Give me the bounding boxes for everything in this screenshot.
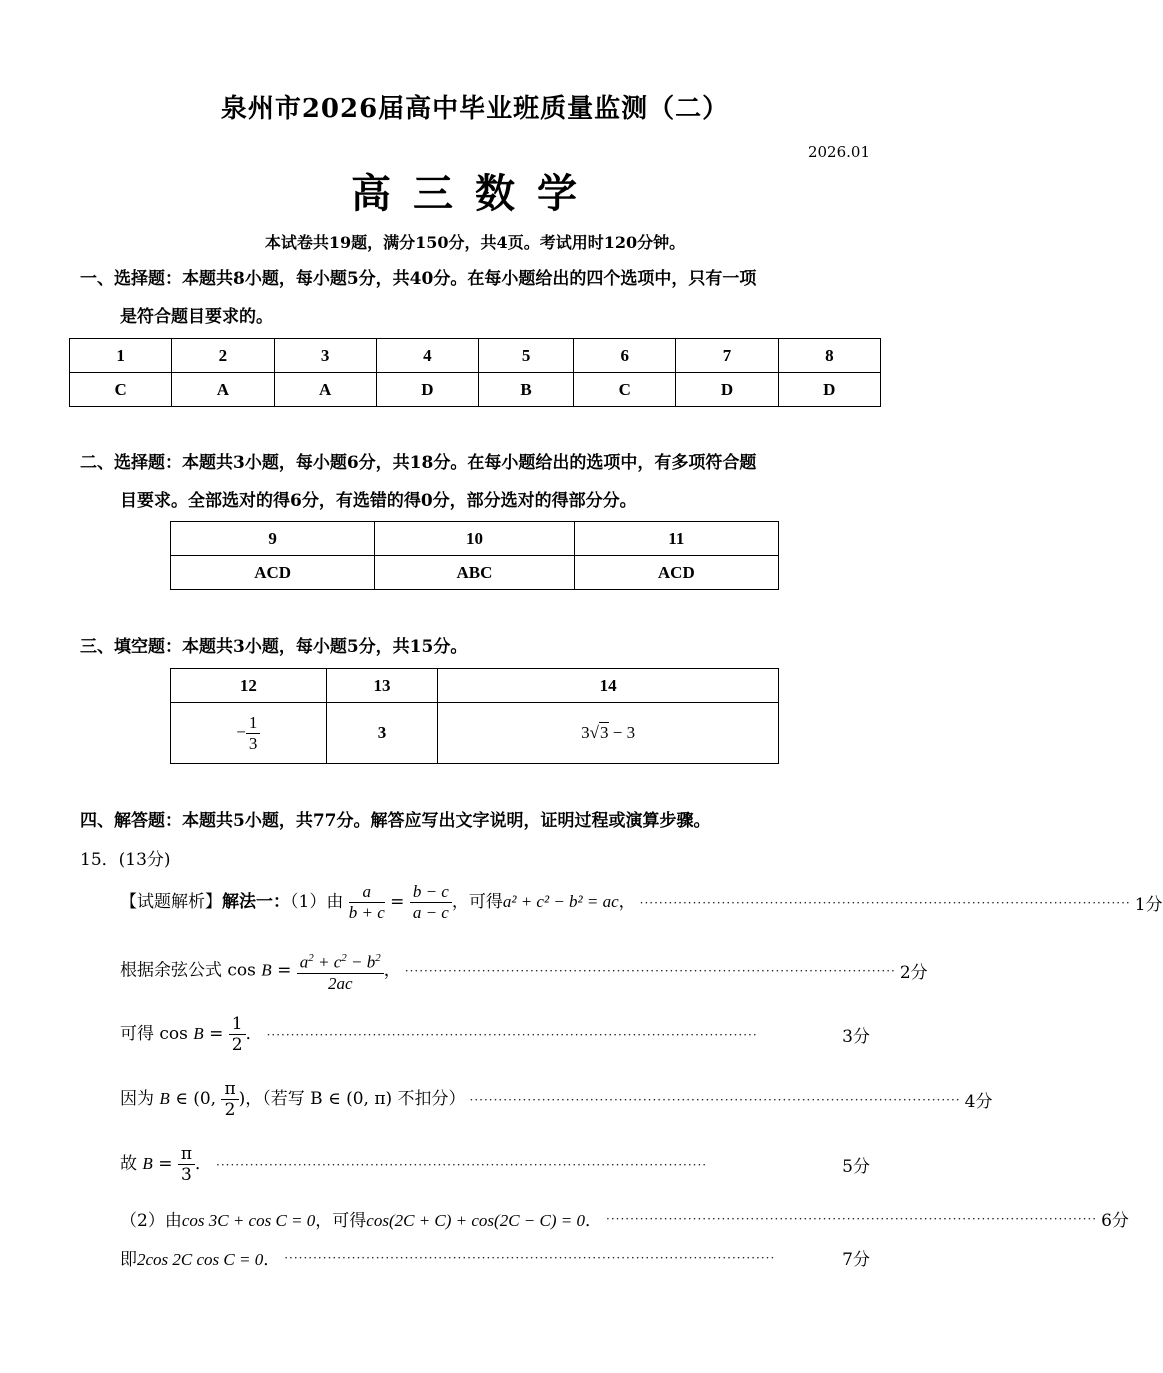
constant-term: − 3	[608, 723, 636, 742]
section1-heading: 一、选择题：本题共8小题，每小题5分，共40分。在每小题给出的四个选项中，只有一项	[80, 269, 757, 289]
question-number: 7	[676, 339, 778, 373]
fraction: $\frac{a}{b + c}$	[348, 882, 385, 922]
coefficient: 3	[581, 723, 590, 742]
solution-line	[120, 948, 928, 994]
answer-cell: D	[778, 373, 880, 407]
text: 可得	[120, 1024, 154, 1044]
equation: cos 3C + cos C = 0	[181, 1211, 316, 1230]
solution-line	[120, 1014, 870, 1055]
text: ，	[383, 960, 401, 981]
fraction: $\frac{a^2 + c^2 - b^2}{2ac}$	[297, 948, 384, 994]
answer-cell: ACD	[574, 556, 778, 590]
equation: 2cos 2C cos C = 0	[137, 1250, 264, 1269]
leader-dots: ······································································································	[266, 1027, 758, 1042]
text: 即	[120, 1250, 137, 1270]
score: 7分	[842, 1250, 870, 1270]
question-number: 2	[172, 339, 274, 373]
solution-line	[120, 882, 1163, 923]
answer-cell: ABC	[375, 556, 574, 590]
leader-dots: ······································································································	[284, 1250, 776, 1265]
answer-cell	[171, 703, 327, 764]
method-label: 解法一：	[222, 892, 290, 912]
question-number: 9	[171, 522, 375, 556]
question-number: 11	[574, 522, 778, 556]
exam-intro: 本试卷共19题，满分150分，共4页。考试用时120分钟。	[264, 233, 686, 252]
leader-dots: ······································································································	[639, 895, 1131, 910]
section4-heading: 四、解答题：本题共5小题，共77分。解答应写出文字说明，证明过程或演算步骤。	[80, 811, 711, 831]
leader-dots: ······································································································	[216, 1157, 708, 1172]
sqrt-icon: √	[589, 723, 599, 742]
question-number: 8	[778, 339, 880, 373]
section1-answer-table	[69, 338, 881, 407]
text: ．	[263, 1250, 281, 1270]
leader-dots: ······································································································	[404, 963, 896, 978]
score: 5分	[842, 1157, 870, 1177]
question-number: 4	[376, 339, 478, 373]
document-title: 泉州市2026届高中毕业班质量监测（二）	[220, 94, 730, 124]
line-content: 可得 cos B = $\frac{1}{2}$ ．	[120, 1014, 263, 1055]
answer-cell: ACD	[171, 556, 375, 590]
fraction	[246, 713, 261, 754]
answer-cell: D	[376, 373, 478, 407]
line-content: 故 B = $\frac{\pi}{3}$ ．	[120, 1144, 213, 1185]
subject-title: 高三数学	[351, 170, 599, 217]
text: ，可得	[451, 892, 503, 912]
section1-heading-cont: 是符合题目要求的。	[120, 307, 273, 327]
exam-date: 2026.01	[807, 143, 870, 161]
answer-cell: C	[70, 373, 172, 407]
question-number: 3	[274, 339, 376, 373]
analysis-label: 【试题解析】	[120, 892, 222, 912]
radicand: 3	[600, 723, 609, 742]
text: ，	[618, 892, 636, 912]
section2-heading: 二、选择题：本题共3小题，每小题6分，共18分。在每小题给出的选项中，有多项符合题	[80, 453, 757, 473]
section3-heading: 三、填空题：本题共3小题，每小题5分，共15分。	[80, 637, 468, 657]
text: 故	[120, 1154, 137, 1174]
line-content	[120, 1206, 602, 1231]
line-content: 【试题解析】解法一：（1）由 $\frac{a}{b + c}$ = $\frac{b - c}{a - c}$ ，可得a² + c² − b² = ac，	[120, 882, 636, 922]
score: 6分	[1101, 1211, 1129, 1231]
fraction: $\frac{\pi}{3}$	[178, 1144, 195, 1185]
question-number: 6	[574, 339, 676, 373]
section2-answer-table	[170, 521, 779, 590]
score: 2分	[899, 963, 928, 984]
question-number: 5	[479, 339, 574, 373]
text: （2）由	[120, 1211, 182, 1231]
leader-dots: ······································································································	[606, 1211, 1098, 1226]
leader-dots: ······································································································	[469, 1092, 961, 1107]
text: 因为	[120, 1089, 154, 1109]
answer-cell: D	[676, 373, 778, 407]
equation: cos(2C + C) + cos(2C − C) = 0	[366, 1211, 585, 1230]
text: 根据余弦公式	[120, 960, 222, 981]
section2-heading-cont: 目要求。全部选对的得6分，有选错的得0分，部分选对的得部分分。	[120, 491, 637, 511]
answer-cell: B	[479, 373, 574, 407]
line-content: 根据余弦公式 cos B = $\frac{a^2 + c^2 - b^2}{2ac}$ ，	[120, 948, 401, 994]
answer-cell: A	[274, 373, 376, 407]
equation: a² + c² − b² = ac	[502, 892, 619, 911]
score: 3分	[842, 1027, 870, 1047]
numerator: 1	[246, 713, 261, 734]
question-number: 13	[326, 669, 438, 703]
text: ．	[585, 1211, 602, 1231]
text: （1）由	[290, 892, 344, 912]
question-number: 14	[438, 669, 779, 703]
text: ，（若写 B ∈ (0, π) 不扣分）	[245, 1089, 466, 1109]
score: 4分	[964, 1092, 993, 1112]
minus-sign: −	[236, 721, 246, 741]
section3-answer-table	[170, 668, 779, 764]
answer-cell: 3	[326, 703, 438, 764]
question-15-label: 15．(13分)	[80, 850, 171, 870]
score: 1分	[1134, 895, 1163, 915]
solution-line	[120, 1245, 870, 1270]
solution-line	[120, 1079, 993, 1120]
text: ．	[245, 1024, 263, 1044]
question-number: 1	[70, 339, 172, 373]
question-number: 12	[171, 669, 327, 703]
text: ．	[195, 1154, 213, 1174]
answer-cell	[438, 703, 779, 764]
fraction: $\frac{\pi}{2}$	[221, 1079, 238, 1120]
question-number: 10	[375, 522, 574, 556]
fraction: $\frac{1}{2}$	[229, 1014, 246, 1055]
denominator: 3	[248, 733, 258, 753]
solution-line	[120, 1206, 1129, 1231]
solution-line	[120, 1144, 870, 1185]
line-content	[120, 1245, 280, 1270]
answer-cell: A	[172, 373, 274, 407]
fraction: $\frac{b - c}{a - c}$	[410, 882, 452, 923]
line-content: 因为 B ∈ (0, $\frac{\pi}{2}$ )，（若写 B ∈ (0, π) 不扣分）	[120, 1079, 466, 1120]
text: ，可得	[315, 1211, 367, 1231]
answer-cell: C	[574, 373, 676, 407]
